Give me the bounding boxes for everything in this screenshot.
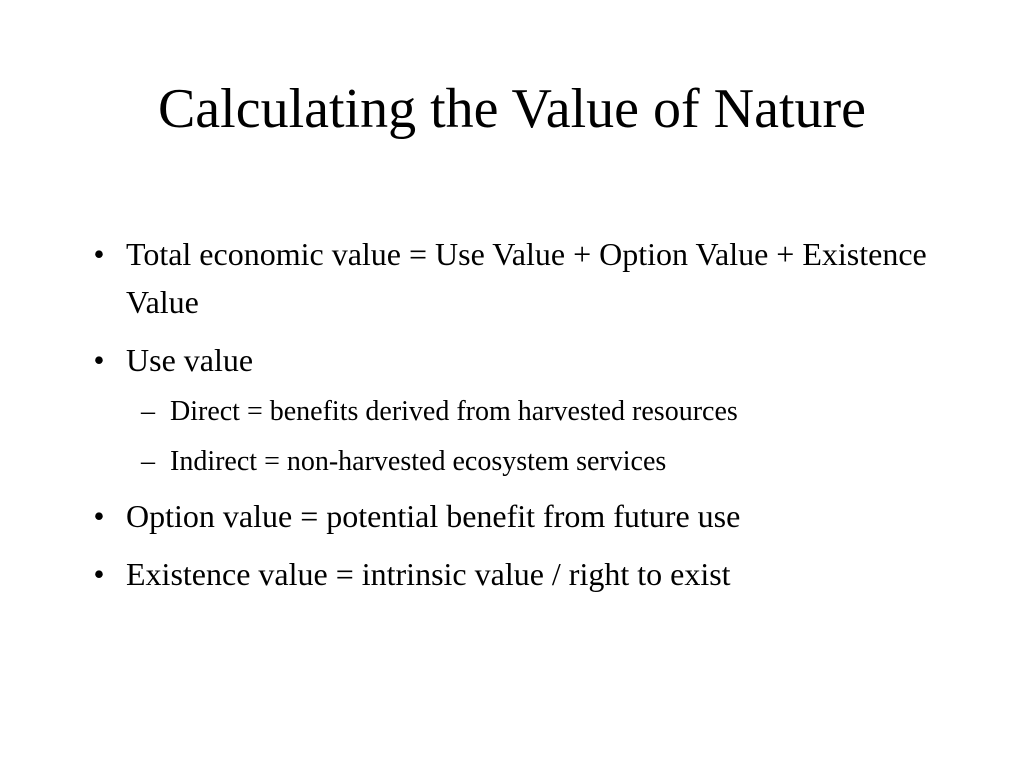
sub-bullet-item-direct [84, 392, 944, 432]
bullet-item-existence-value [84, 550, 944, 598]
sub-bullet-item-indirect [84, 442, 944, 482]
bullet-text: Total economic value = Use Value + Option Value + Existence Value [126, 236, 927, 320]
bullet-item-option-value [84, 492, 944, 540]
sub-bullet-marker: – [141, 396, 155, 427]
bullet-marker: • [93, 556, 105, 592]
sub-bullet-text: Direct = benefits derived from harvested resources [170, 396, 738, 427]
sub-bullet-marker: – [141, 446, 155, 477]
bullet-text: Use value [126, 342, 254, 378]
bullet-item-use-value [84, 336, 944, 384]
bullet-marker: • [93, 236, 105, 272]
bullet-marker: • [93, 342, 105, 378]
sub-bullet-list [84, 392, 944, 482]
slide-title: Calculating the Value of Nature [157, 78, 867, 140]
bullet-text: Option value = potential benefit from future use [126, 498, 741, 534]
bullet-marker: • [93, 498, 105, 534]
sub-bullet-text: Indirect = non-harvested ecosystem services [170, 446, 667, 477]
bullet-text: Existence value = intrinsic value / right to exist [126, 556, 731, 592]
bullet-list [84, 230, 944, 608]
bullet-item-total-economic-value [84, 230, 944, 326]
